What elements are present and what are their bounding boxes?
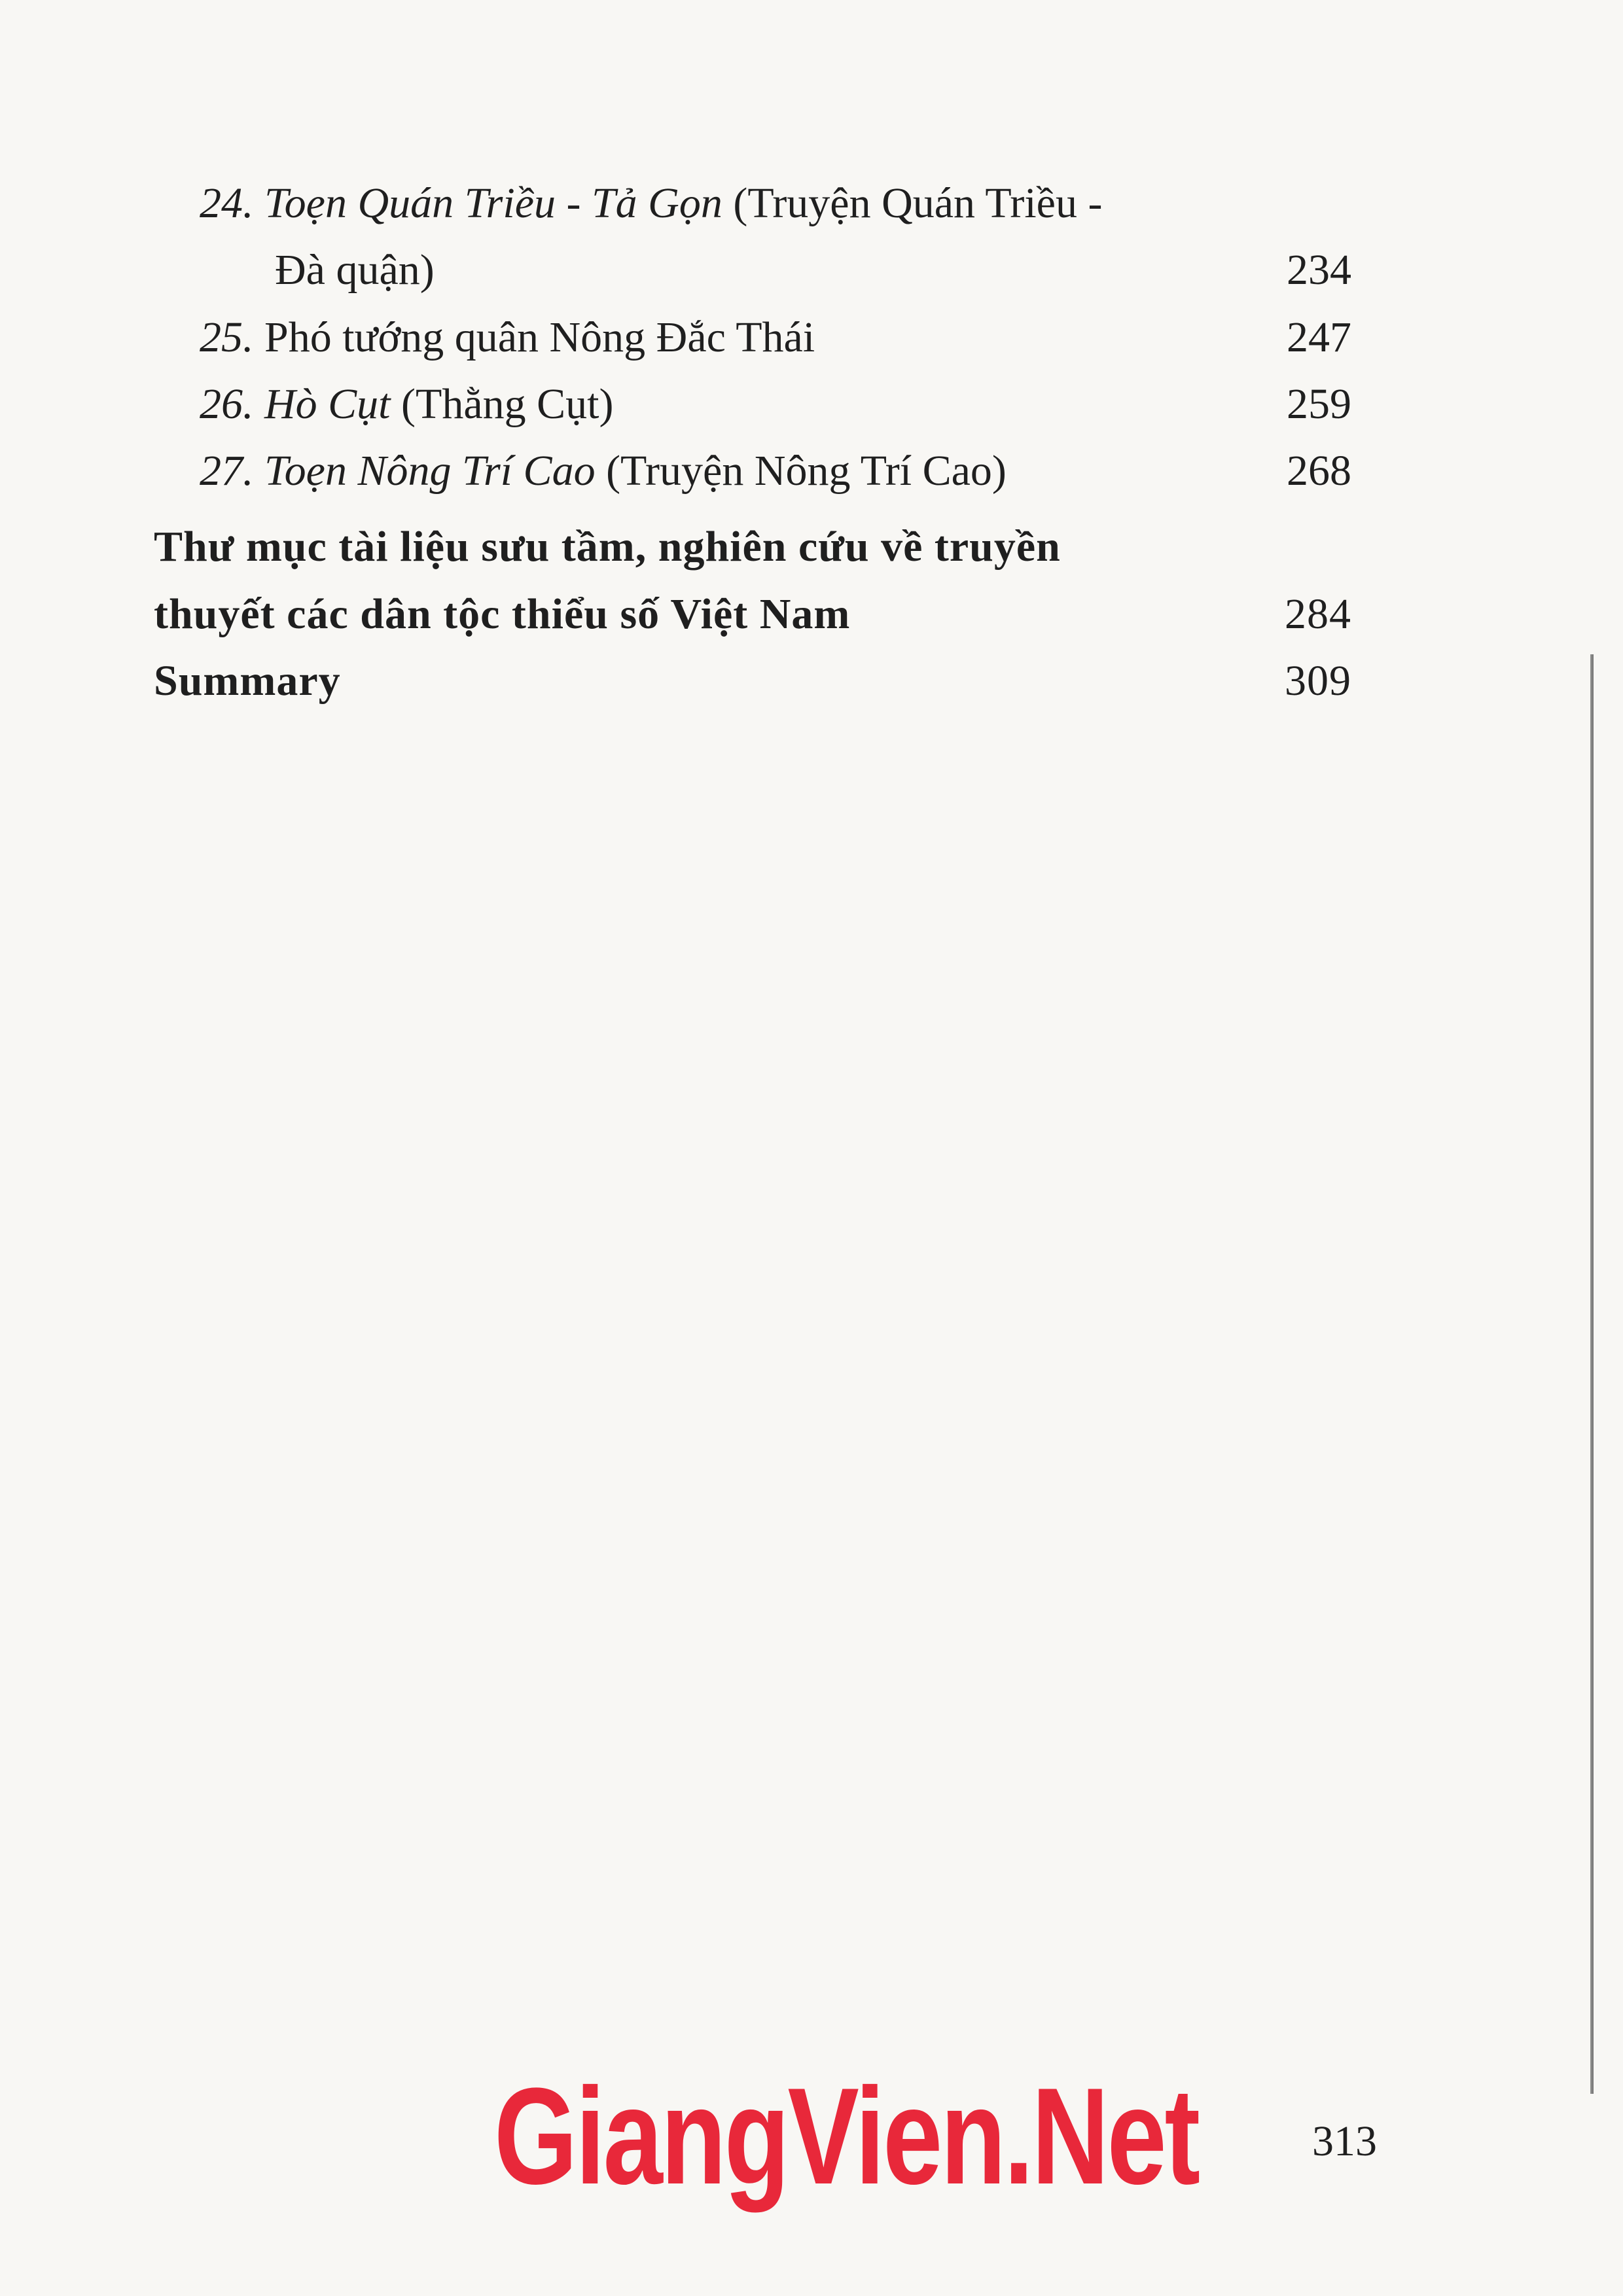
entry-title-plain: (Truyện Quán Triều - <box>733 179 1103 227</box>
entry-title-plain: (Truyện Nông Trí Cao) <box>606 447 1007 495</box>
watermark-logo: GiangVien.Net <box>494 2059 1198 2213</box>
entry-title-continuation: Đà quận) <box>275 246 435 294</box>
bibliography-title-line-2: thuyết các dân tộc thiểu số Việt Nam <box>154 590 851 638</box>
entry-number: 24. <box>200 179 254 227</box>
entry-title-plain: Phó tướng quân Nông Đắc Thái <box>264 313 815 361</box>
entry-number: 25. <box>200 313 254 361</box>
entry-number: 27. <box>200 447 254 495</box>
entry-number: 26. <box>200 380 254 428</box>
page-number: 313 <box>1312 2117 1377 2165</box>
toc-entry-26[interactable] <box>154 371 1351 438</box>
bibliography-title-line-1: Thư mục tài liệu sưu tầm, nghiên cứu về truyền <box>154 523 1061 571</box>
entry-page-number: 268 <box>1287 447 1351 495</box>
entry-page-number: 234 <box>1287 246 1351 294</box>
toc-entry-25[interactable] <box>154 304 1351 371</box>
table-of-contents <box>154 170 1351 715</box>
page-edge-shadow <box>1590 654 1594 2094</box>
entry-title-italic: Hò Cụt <box>264 380 391 428</box>
entry-page-number: 284 <box>1285 590 1351 638</box>
entry-title-italic: Toẹn Nông Trí Cao <box>264 447 596 495</box>
entry-page-number: 309 <box>1285 657 1351 705</box>
entry-page-number: 259 <box>1287 380 1351 428</box>
entry-title-plain: (Thằng Cụt) <box>401 380 614 428</box>
summary-title: Summary <box>154 657 341 705</box>
toc-entry-summary[interactable] <box>154 648 1351 715</box>
entry-title-italic: Toẹn Quán Triều - Tả Gọn <box>264 179 722 227</box>
toc-entry-24[interactable] <box>154 170 1351 304</box>
entry-page-number: 247 <box>1287 313 1351 361</box>
toc-entry-bibliography[interactable] <box>154 514 1351 648</box>
toc-entry-27[interactable] <box>154 438 1351 504</box>
